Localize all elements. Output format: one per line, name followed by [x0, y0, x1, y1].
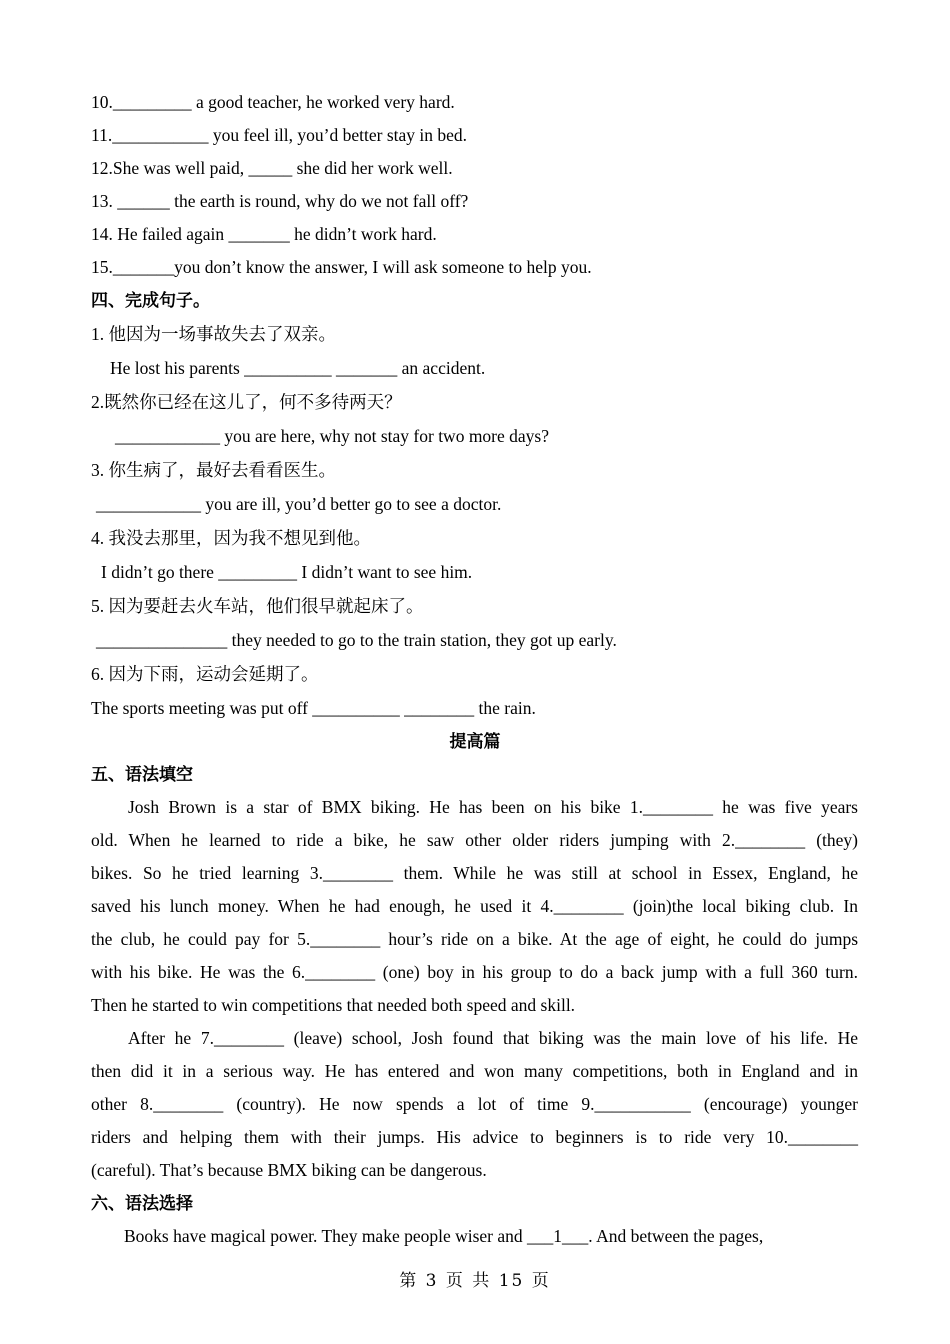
passage-line: with his bike. He was the 6.________ (one) boy in his group to do a back jump with a full 360 turn. [91, 962, 858, 982]
passage-line: Josh Brown is a star of BMX biking. He has been on his bike 1.________ he was five years [128, 797, 858, 817]
exercise-item-11: 11.___________ you feel ill, you’d better stay in bed. [91, 125, 468, 145]
passage-line: After he 7.________ (leave) school, Josh found that biking was the main love of his life. He [128, 1028, 858, 1048]
sentence-1-english: He lost his parents __________ _______ an accident. [110, 358, 486, 378]
sentence-4-chinese: 4. 我没去那里，因为我不想见到他。 [91, 528, 371, 548]
passage-line: saved his lunch money. When he had enough, he used it 4.________ (join)the local biking club. In [91, 896, 858, 916]
sentence-5-english: _______________ they needed to go to the train station, they got up early. [96, 630, 617, 650]
passage-line: then did it in a serious way. He has entered and won many competitions, both in England and in [91, 1061, 858, 1081]
sentence-6-chinese: 6. 因为下雨，运动会延期了。 [91, 664, 319, 684]
sentence-6-english: The sports meeting was put off __________ ________ the rain. [91, 698, 536, 718]
exercise-item-13: 13. ______ the earth is round, why do we not fall off? [91, 191, 469, 211]
advanced-section-title: 提高篇 [449, 732, 501, 752]
passage-line: old. When he learned to ride a bike, he saw other older riders jumping with 2.________ (they) [91, 830, 858, 850]
section-heading-grammar-choice: 六、语法选择 [91, 1194, 193, 1214]
exercise-item-15: 15._______you don’t know the answer, I will ask someone to help you. [91, 257, 592, 277]
passage-line: other 8.________ (country). He now spends a lot of time 9.___________ (encourage) younger [91, 1094, 858, 1114]
section-heading-complete-sentences: 四、完成句子。 [91, 291, 210, 311]
exercise-item-12: 12.She was well paid, _____ she did her work well. [91, 158, 453, 178]
page-number-footer: 第 3 页 共 15 页 [399, 1271, 551, 1291]
exercise-item-10: 10._________ a good teacher, he worked very hard. [91, 92, 455, 112]
blank-1: ___1___ [527, 1226, 589, 1246]
passage-line: bikes. So he tried learning 3.________ them. While he was still at school in Essex, England, he [91, 863, 858, 883]
sentence-2-english: ____________ you are here, why not stay for two more days? [115, 426, 549, 446]
passage-text: . And between the pages, [588, 1226, 764, 1246]
exercise-item-14: 14. He failed again _______ he didn’t work hard. [91, 224, 437, 244]
passage-line: riders and helping them with their jumps. His advice to beginners is to ride very 10.________ [91, 1127, 858, 1147]
passage-line [124, 1225, 763, 1247]
passage-line: (careful). That’s because BMX biking can be dangerous. [91, 1160, 487, 1180]
sentence-1-chinese: 1. 他因为一场事故失去了双亲。 [91, 324, 336, 344]
sentence-5-chinese: 5. 因为要赶去火车站，他们很早就起床了。 [91, 596, 424, 616]
sentence-4-english: I didn’t go there _________ I didn’t want to see him. [101, 562, 473, 582]
passage-text: Books have magical power. They make people wiser and [124, 1226, 528, 1246]
sentence-3-english: ____________ you are ill, you’d better go to see a doctor. [96, 494, 502, 514]
passage-line: Then he started to win competitions that needed both speed and skill. [91, 995, 576, 1015]
passage-line: the club, he could pay for 5.________ hour’s ride on a bike. At the age of eight, he could do jumps [91, 929, 858, 949]
sentence-2-chinese: 2.既然你已经在这儿了，何不多待两天？ [91, 392, 402, 412]
sentence-3-chinese: 3. 你生病了，最好去看看医生。 [91, 460, 336, 480]
section-heading-grammar-fill: 五、语法填空 [91, 765, 193, 785]
